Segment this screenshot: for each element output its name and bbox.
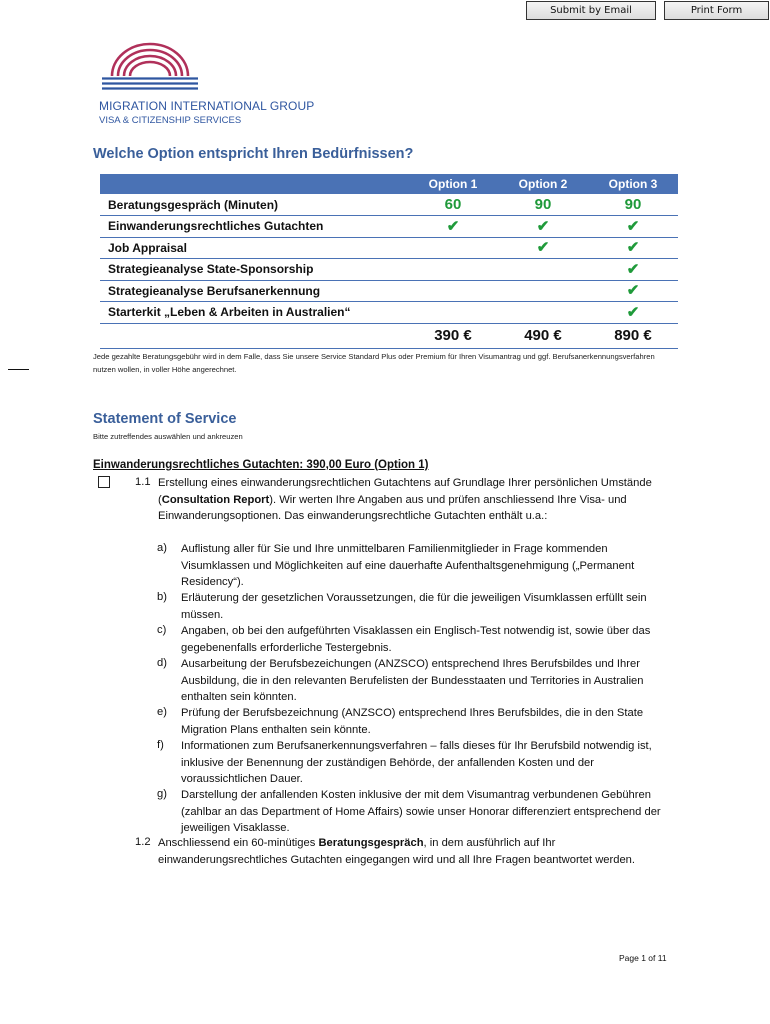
item-number-1-2: 1.2 bbox=[135, 836, 151, 848]
sub-item-text: Ausarbeitung der Berufsbezeichungen (ANZSCO) entsprechend Ihres Berufsbildes und Ihrer Ausbildung, die in den relevanten Berufelisten der Bundesstaaten und Territories in Australien enthalten sein könnten. bbox=[181, 658, 644, 703]
price-row-blank bbox=[100, 323, 408, 348]
empty-cell bbox=[408, 280, 498, 302]
sub-item-letter: a) bbox=[157, 542, 167, 554]
minutes-value bbox=[588, 194, 678, 216]
row-label: Job Appraisal bbox=[108, 240, 187, 255]
page-number: Page 1 of 11 bbox=[619, 953, 667, 963]
checkmark-icon: ✔ bbox=[626, 303, 640, 321]
organization-name: MIGRATION INTERNATIONAL GROUP bbox=[99, 99, 315, 113]
checkmark-icon: ✔ bbox=[626, 217, 640, 235]
sub-item-letter: g) bbox=[157, 788, 167, 800]
section-title-option-1: Einwanderungsrechtliches Gutachten: 390,00 Euro (Option 1) bbox=[93, 459, 429, 471]
empty-cell bbox=[498, 259, 588, 281]
minutes-value bbox=[408, 194, 498, 216]
row-label: Starterkit „Leben & Arbeiten in Australien“ bbox=[108, 305, 351, 320]
checkmark-icon: ✔ bbox=[536, 217, 550, 235]
checkmark-icon: ✔ bbox=[626, 260, 640, 278]
sub-item-letter: c) bbox=[157, 624, 167, 636]
empty-cell bbox=[408, 237, 498, 259]
company-logo bbox=[100, 42, 200, 94]
item-1-1-text-b: ). Wir werten Ihre Angaben aus und prüfen anschliessend Ihre Visa- und Einwanderungsoptionen. Das einwanderungsrechtliche Gutachten enthält u.a.: bbox=[158, 493, 627, 522]
header-option-1: Option 1 bbox=[408, 174, 498, 194]
price-row bbox=[100, 323, 678, 348]
checkmark-icon: ✔ bbox=[626, 239, 640, 257]
sub-item-text: Darstellung der anfallenden Kosten inklusive der mit dem Visumantrag verbundenen Gebühren (zahlbar an das Department of Home Affairs) sowie unser Honorar differenziert entsprechend der jeweiligen Visaklasse. bbox=[181, 789, 661, 834]
item-1-1-text bbox=[158, 475, 673, 525]
table-header-row bbox=[100, 174, 678, 194]
row-label: Strategieanalyse Berufsanerkennung bbox=[108, 283, 321, 298]
row-label: Einwanderungsrechtliches Gutachten bbox=[108, 219, 324, 234]
options-heading: Welche Option entspricht Ihren Bedürfnissen? bbox=[93, 146, 414, 162]
sub-item-letter: b) bbox=[157, 591, 167, 603]
margin-dash bbox=[8, 369, 29, 370]
item-number-1-1: 1.1 bbox=[135, 476, 151, 488]
table-row bbox=[100, 237, 678, 259]
empty-cell bbox=[408, 302, 498, 324]
minutes-number: 90 bbox=[534, 195, 552, 213]
price-footnote: Jede gezahlte Beratungsgebühr wird in dem Falle, dass Sie unsere Service Standard Plus oder Premium für Ihren Visumantrag und ggf. Berufsanerkennungsverfahren nutzen wollen, in voller Höhe angerechnet. bbox=[93, 352, 655, 374]
table-row bbox=[100, 216, 678, 238]
sub-item-text: Prüfung der Berufsbezeichnung (ANZSCO) entsprechend Ihres Berufsbildes, die in den State Migration Plans enthalten sein könnte. bbox=[181, 707, 644, 736]
empty-cell bbox=[498, 302, 588, 324]
statement-subtitle: Bitte zutreffendes auswählen und ankreuzen bbox=[93, 432, 243, 441]
sub-item-text: Informationen zum Berufsanerkennungsverfahren – falls dieses für Ihr Berufsbild notwendig ist, inklusive der Benennung der zuständigen Behörde, der anfallenden Kosten und der voraussichtlichen Dauer. bbox=[181, 740, 652, 785]
table-row bbox=[100, 194, 678, 216]
empty-cell bbox=[408, 259, 498, 281]
option-1-checkbox[interactable] bbox=[98, 476, 110, 488]
table-row bbox=[100, 302, 678, 324]
organization-subtitle: VISA & CITIZENSHIP SERVICES bbox=[99, 115, 242, 126]
item-1-2-text-a: Anschliessend ein 60-minütiges bbox=[158, 837, 319, 849]
item-1-1-text-a: Erstellung eines einwanderungsrechtlichen Gutachtens auf Grundlage Ihrer persönlichen Umstände ( bbox=[158, 477, 652, 506]
item-1-1-bold: Consultation Report bbox=[161, 493, 270, 506]
sub-item-letter: f) bbox=[157, 739, 164, 751]
sub-item-letter: e) bbox=[157, 706, 167, 718]
row-label: Strategieanalyse State-Sponsorship bbox=[108, 262, 314, 277]
header-option-3: Option 3 bbox=[588, 174, 678, 194]
price-option-3: 890 € bbox=[614, 327, 652, 344]
checkmark-icon: ✔ bbox=[626, 282, 640, 300]
minutes-number: 60 bbox=[444, 195, 462, 213]
checkmark-icon: ✔ bbox=[446, 217, 460, 235]
item-1-2-text-b: , in dem ausführlich auf Ihr einwanderungsrechtliches Gutachten eingegangen wird und all Ihre Fragen beantwortet werden. bbox=[158, 837, 636, 866]
table-row bbox=[100, 280, 678, 302]
item-1-2-text bbox=[158, 835, 673, 868]
submit-by-email-button[interactable]: Submit by Email bbox=[526, 1, 656, 20]
options-table-body bbox=[100, 194, 678, 348]
sub-item-letter: d) bbox=[157, 657, 167, 669]
table-header-blank bbox=[100, 174, 408, 194]
sub-item-text: Angaben, ob bei den aufgeführten Visaklassen ein Englisch-Test notwendig ist, sowie über das gegebenenfalls erforderliche Testergebnis. bbox=[181, 625, 651, 654]
checkmark-icon: ✔ bbox=[536, 239, 550, 257]
minutes-value bbox=[498, 194, 588, 216]
empty-cell bbox=[498, 280, 588, 302]
sub-item-text: Auflistung aller für Sie und Ihre unmittelbaren Familienmitglieder in Frage kommenden Visumklassen und Möglichkeiten auf eine dauerhafte Aufenthaltsgenehmigung („Permanent Residency“). bbox=[181, 543, 635, 588]
header-option-2: Option 2 bbox=[498, 174, 588, 194]
row-label: Beratungsgespräch (Minuten) bbox=[108, 197, 279, 212]
statement-title: Statement of Service bbox=[93, 411, 237, 427]
print-form-button[interactable]: Print Form bbox=[664, 1, 769, 20]
item-1-2-bold: Beratungsgespräch bbox=[318, 837, 424, 849]
minutes-number: 90 bbox=[624, 195, 642, 213]
table-row bbox=[100, 259, 678, 281]
sub-item-text: Erläuterung der gesetzlichen Voraussetzungen, die für die jeweiligen Visumklassen erfüllt sein müssen. bbox=[181, 592, 647, 621]
options-table bbox=[100, 174, 678, 349]
price-option-1: 390 € bbox=[434, 327, 472, 344]
price-option-2: 490 € bbox=[524, 327, 562, 344]
